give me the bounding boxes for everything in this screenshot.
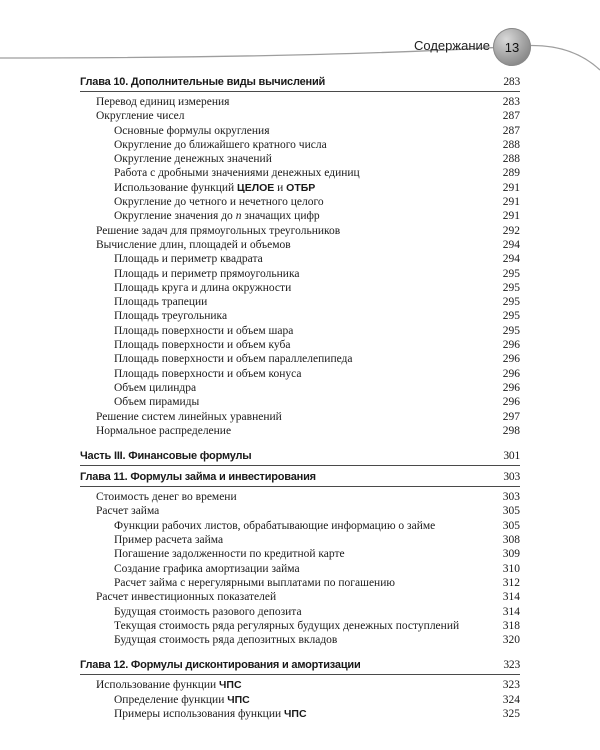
entry-page: 320 <box>502 634 520 647</box>
toc-chapter-12[interactable] <box>80 657 520 675</box>
entry-page: 305 <box>502 505 520 518</box>
entry-page: 305 <box>502 519 520 532</box>
entry-text: Текущая стоимость ряда регулярных будущих денежных поступлений <box>114 619 460 632</box>
toc-entry[interactable] <box>80 562 520 576</box>
chapter-title: Глава 11. Формулы займа и инвестирования <box>80 471 316 484</box>
entry-page: 314 <box>502 605 520 618</box>
function-name: ЧПС <box>219 679 242 692</box>
toc-entry[interactable] <box>80 138 520 152</box>
entry-page: 296 <box>502 396 520 409</box>
toc-entry[interactable] <box>80 490 520 504</box>
entry-text: Площадь поверхности и объем параллелепипеда <box>114 353 353 366</box>
toc-entry[interactable] <box>80 324 520 338</box>
toc-entry[interactable] <box>80 181 520 195</box>
page-number-badge: 13 <box>493 28 531 66</box>
entry-page: 292 <box>502 224 520 237</box>
entry-text: Погашение задолженности по кредитной карте <box>114 548 345 561</box>
toc-entry[interactable] <box>80 633 520 647</box>
toc-entry[interactable] <box>80 367 520 381</box>
entry-page: 288 <box>502 138 520 151</box>
toc-chapter-10[interactable] <box>80 74 520 92</box>
chapter-title: Глава 12. Формулы дисконтирования и амортизации <box>80 659 361 672</box>
entry-page: 289 <box>502 167 520 180</box>
entry-page: 303 <box>502 491 520 504</box>
entry-text: Перевод единиц измерения <box>96 96 230 108</box>
entry-page: 294 <box>502 238 520 251</box>
entry-text: Округление значения до n значащих цифр <box>114 210 320 223</box>
entry-text: Стоимость денег во времени <box>96 491 237 504</box>
entry-page: 314 <box>502 591 520 604</box>
entry-text: Расчет займа с нерегулярными выплатами по погашению <box>114 576 395 589</box>
toc-chapter-11[interactable] <box>80 469 520 487</box>
entry-page: 296 <box>502 339 520 352</box>
entry-page: 291 <box>502 196 520 209</box>
entry-text: Объем цилиндра <box>114 381 197 394</box>
toc-entry[interactable] <box>80 707 520 721</box>
entry-page: 309 <box>502 548 520 561</box>
toc-entry[interactable] <box>80 678 520 692</box>
entry-text: Использование функций ЦЕЛОЕ и ОТБР <box>114 181 316 194</box>
toc-entry[interactable] <box>80 195 520 209</box>
toc-entry[interactable] <box>80 252 520 266</box>
toc-entry[interactable] <box>80 533 520 547</box>
entry-text: Нормальное распределение <box>96 424 232 437</box>
toc-entry[interactable] <box>80 309 520 323</box>
entry-text: Площадь круга и длина окружности <box>114 281 292 294</box>
entry-text: Основные формулы округления <box>114 124 270 137</box>
entry-page: 296 <box>502 353 520 366</box>
toc-entry[interactable] <box>80 619 520 633</box>
entry-text: Работа с дробными значениями денежных единиц <box>114 167 360 180</box>
function-name: ОТБР <box>286 181 316 194</box>
toc-entry[interactable] <box>80 395 520 409</box>
entry-text: Площадь трапеции <box>114 296 208 309</box>
chapter-page: 323 <box>503 659 520 672</box>
entry-page: 310 <box>502 562 520 575</box>
toc-entry[interactable] <box>80 410 520 424</box>
entry-page: 294 <box>502 253 520 266</box>
entry-text: Округление до ближайшего кратного числа <box>114 138 327 151</box>
toc-part-3[interactable] <box>80 448 520 466</box>
entry-page: 295 <box>502 310 520 323</box>
entry-text: Использование функции ЧПС <box>96 679 242 692</box>
toc-entry[interactable] <box>80 352 520 366</box>
chapter-page: 283 <box>503 76 520 88</box>
entry-page: 287 <box>502 110 520 123</box>
chapter-page: 303 <box>503 471 520 484</box>
entry-text: Примеры использования функции ЧПС <box>114 707 307 720</box>
entry-text: Решение систем линейных уравнений <box>96 410 282 423</box>
entry-page: 297 <box>502 410 520 423</box>
entry-text: Функции рабочих листов, обрабатывающие информацию о займе <box>114 519 436 532</box>
entry-page: 296 <box>502 367 520 380</box>
entry-page: 312 <box>502 576 520 589</box>
entry-text: Расчет инвестиционных показателей <box>96 591 277 604</box>
entry-page: 318 <box>502 619 520 632</box>
toc-entry[interactable] <box>80 124 520 138</box>
entry-text: Будущая стоимость разового депозита <box>114 605 302 618</box>
toc-entry[interactable] <box>80 152 520 166</box>
entry-page: 324 <box>502 693 520 706</box>
entry-text: Создание графика амортизации займа <box>114 562 300 575</box>
function-name: ЦЕЛОЕ <box>237 181 275 194</box>
table-of-contents <box>80 74 520 721</box>
entry-text: Площадь поверхности и объем куба <box>114 339 291 352</box>
entry-text: Пример расчета займа <box>114 534 224 547</box>
toc-entry[interactable] <box>80 547 520 561</box>
entry-text: Будущая стоимость ряда депозитных вкладов <box>114 634 338 647</box>
toc-entry[interactable] <box>80 295 520 309</box>
toc-entry[interactable] <box>80 576 520 590</box>
entry-page: 283 <box>502 96 520 108</box>
entry-page: 308 <box>502 534 520 547</box>
toc-entry[interactable] <box>80 281 520 295</box>
running-head-title: Содержание <box>414 38 490 53</box>
toc-entry[interactable] <box>80 424 520 438</box>
entry-page: 296 <box>502 381 520 394</box>
toc-entry[interactable] <box>80 109 520 123</box>
toc-entry[interactable] <box>80 519 520 533</box>
toc-entry[interactable] <box>80 504 520 518</box>
chapter-title: Глава 10. Дополнительные виды вычислений <box>80 76 326 88</box>
entry-text: Округление чисел <box>96 110 185 123</box>
toc-entry[interactable] <box>80 693 520 707</box>
entry-text: Вычисление длин, площадей и объемов <box>96 238 291 251</box>
part-title: Часть III. Финансовые формулы <box>80 450 252 463</box>
entry-text: Округление до четного и нечетного целого <box>114 196 324 209</box>
entry-page: 323 <box>502 679 520 692</box>
entry-text: Площадь и периметр прямоугольника <box>114 267 300 280</box>
function-name: ЧПС <box>284 707 307 720</box>
toc-entry[interactable] <box>80 224 520 238</box>
toc-entry[interactable] <box>80 590 520 604</box>
toc-entry[interactable] <box>80 267 520 281</box>
entry-page: 287 <box>502 124 520 137</box>
entry-text: Объем пирамиды <box>114 396 200 409</box>
entry-page: 295 <box>502 324 520 337</box>
entry-text: Площадь и периметр квадрата <box>114 253 263 266</box>
toc-entry[interactable] <box>80 338 520 352</box>
toc-entry[interactable] <box>80 209 520 223</box>
entry-page: 291 <box>502 210 520 223</box>
entry-text: Решение задач для прямоугольных треугольников <box>96 224 341 237</box>
entry-text: Площадь поверхности и объем шара <box>114 324 294 337</box>
entry-page: 295 <box>502 281 520 294</box>
entry-page: 291 <box>502 181 520 194</box>
function-name: ЧПС <box>227 693 250 706</box>
entry-text: Площадь поверхности и объем конуса <box>114 367 302 380</box>
entry-text: Определение функции ЧПС <box>114 693 250 706</box>
entry-page: 325 <box>502 707 520 720</box>
entry-text: Расчет займа <box>96 505 160 518</box>
entry-page: 298 <box>502 424 520 437</box>
entry-page: 288 <box>502 153 520 166</box>
toc-entry[interactable] <box>80 95 520 109</box>
entry-text: Площадь треугольника <box>114 310 228 323</box>
toc-entry[interactable] <box>80 238 520 252</box>
toc-entry[interactable] <box>80 166 520 180</box>
entry-page: 295 <box>502 267 520 280</box>
toc-entry[interactable] <box>80 381 520 395</box>
entry-page: 295 <box>502 296 520 309</box>
toc-entry[interactable] <box>80 605 520 619</box>
entry-text: Округление денежных значений <box>114 153 272 166</box>
part-page: 301 <box>503 450 520 463</box>
